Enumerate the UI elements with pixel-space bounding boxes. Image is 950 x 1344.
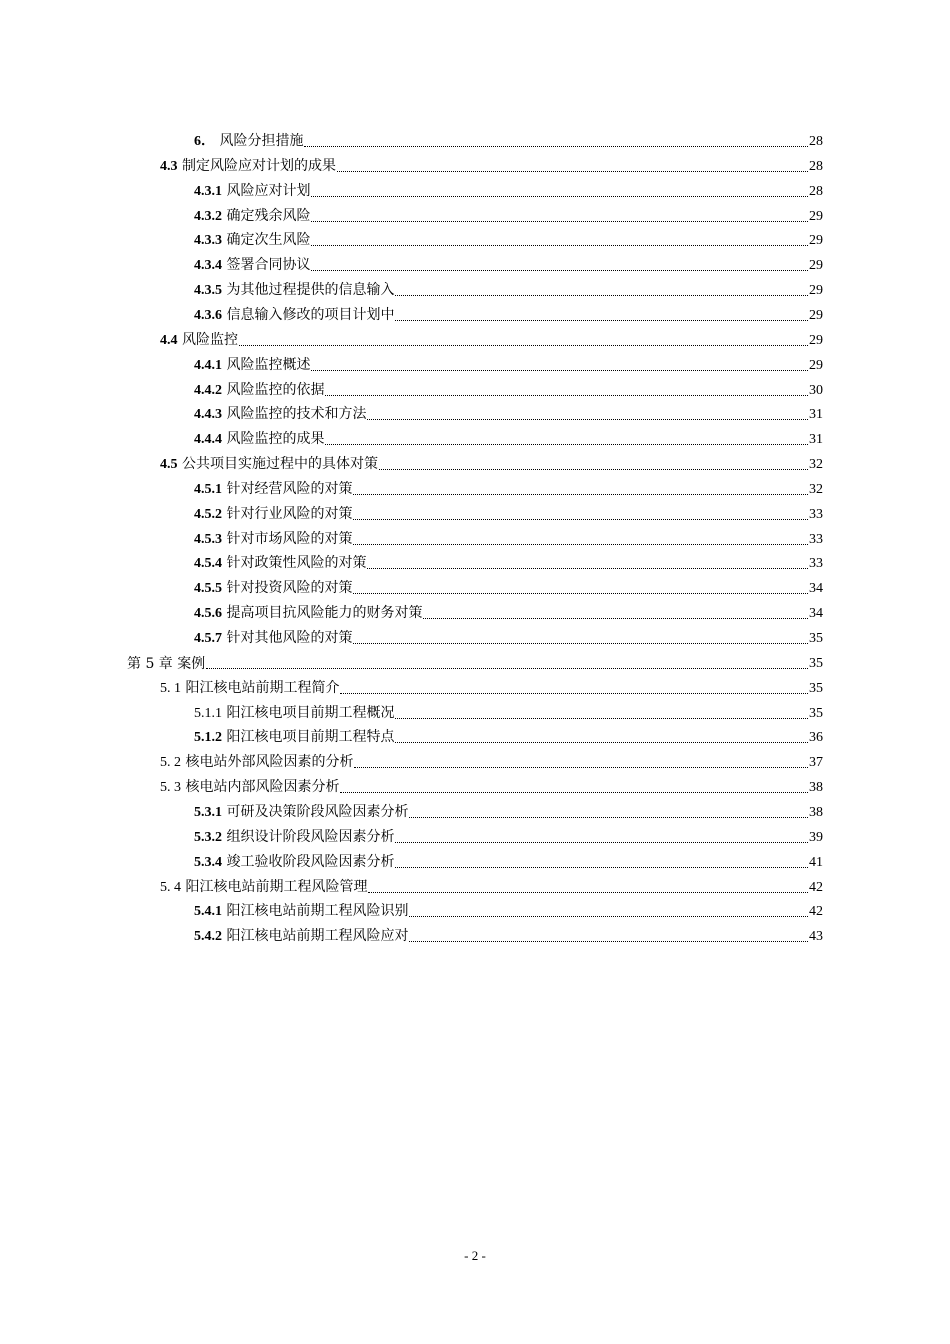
toc-dot-leader <box>239 344 808 346</box>
toc-entry-title: 竣工验收阶段风险因素分析 <box>226 853 395 870</box>
toc-entry[interactable] <box>160 153 823 175</box>
toc-dot-leader <box>304 145 808 147</box>
toc-entry-page: 41 <box>809 854 823 870</box>
toc-entry-label <box>194 829 394 846</box>
toc-entry[interactable] <box>194 849 823 871</box>
toc-entry-title: 风险监控的成果 <box>226 431 325 448</box>
toc-entry[interactable] <box>160 327 823 349</box>
toc-entry-number: 4.3.6 <box>194 307 222 323</box>
toc-entry-label <box>160 754 353 771</box>
toc-entry-page: 35 <box>809 680 823 696</box>
toc-entry-title: 组织设计阶段风险因素分析 <box>226 828 395 845</box>
toc-entry[interactable] <box>194 600 823 622</box>
page-number-footer: - 2 - <box>464 1248 486 1263</box>
toc-entry-number: 4.4.2 <box>194 382 222 398</box>
toc-entry-number: 4.5.7 <box>194 631 222 646</box>
toc-entry-title: 针对行业风险的对策 <box>226 505 353 522</box>
toc-entry-number: 4.5.1 <box>194 481 222 497</box>
toc-entry[interactable] <box>194 476 823 498</box>
toc-entry-number: 5.4.2 <box>194 929 222 945</box>
toc-entry[interactable] <box>160 874 823 896</box>
toc-entry-label <box>194 382 324 399</box>
toc-entry-title: 针对市场风险的对策 <box>226 530 353 547</box>
toc-entry-page: 32 <box>809 481 823 497</box>
toc-entry-label <box>194 307 394 324</box>
toc-entry-title: 核电站内部风险因素分析 <box>185 779 340 796</box>
toc-entry-label <box>194 481 352 498</box>
toc-entry-title: 风险监控的依据 <box>226 381 325 398</box>
toc-dot-leader <box>395 741 808 743</box>
toc-entry-title: 风险监控 <box>181 331 238 348</box>
toc-dot-leader <box>409 940 808 942</box>
toc-entry-page: 37 <box>809 755 823 771</box>
toc-entry-page: 33 <box>809 506 823 522</box>
toc-entry-label <box>160 680 339 697</box>
toc-entry-label <box>194 406 366 423</box>
toc-entry-label <box>194 605 422 622</box>
toc-entry-label <box>160 332 238 349</box>
toc-entry-page: 28 <box>809 158 823 174</box>
toc-entry-number: 5.1.1 <box>194 705 222 721</box>
toc-entry-page: 29 <box>809 332 823 348</box>
toc-entry-title: 提高项目抗风险能力的财务对策 <box>226 605 423 622</box>
toc-entry-title: 第 5 章 案例 <box>127 655 206 672</box>
toc-entry-label <box>194 854 394 871</box>
toc-entry-label <box>194 208 310 225</box>
toc-dot-leader <box>311 195 808 197</box>
toc-entry-page: 33 <box>809 556 823 572</box>
toc-entry-label <box>194 903 408 920</box>
toc-dot-leader <box>367 567 808 569</box>
toc-dot-leader <box>353 493 808 495</box>
toc-entry-title: 风险监控概述 <box>226 356 311 373</box>
toc-entry[interactable] <box>160 774 823 796</box>
toc-entry[interactable] <box>194 227 823 249</box>
toc-entry-number: 4.5.2 <box>194 506 222 522</box>
toc-dot-leader <box>353 642 808 644</box>
toc-entry-title: 确定残余风险 <box>226 207 311 224</box>
toc-entry-label <box>160 779 339 796</box>
toc-entry-label <box>194 630 352 647</box>
toc-entry-label <box>160 879 367 896</box>
toc-entry-page: 35 <box>809 631 823 646</box>
toc-entry-label <box>194 506 352 523</box>
toc-entry-number: 5. 1 <box>160 680 181 696</box>
toc-entry[interactable] <box>194 526 823 548</box>
toc-entry-page: 38 <box>809 780 823 796</box>
toc-entry[interactable] <box>194 128 823 150</box>
toc-dot-leader <box>409 816 808 818</box>
toc-entry-page: 29 <box>809 233 823 249</box>
toc-dot-leader <box>325 394 808 396</box>
toc-entry-number: 6． <box>194 134 215 149</box>
toc-entry-number: 4.5.6 <box>194 606 222 622</box>
toc-entry-page: 32 <box>809 457 823 473</box>
toc-entry-title: 信息输入修改的项目计划中 <box>226 306 395 323</box>
toc-entry[interactable] <box>194 352 823 374</box>
toc-dot-leader <box>340 692 808 694</box>
toc-entry-number: 5.3.4 <box>194 854 222 870</box>
toc-dot-leader <box>337 170 808 172</box>
toc-entry-title: 针对其他风险的对策 <box>226 630 353 646</box>
toc-entry-title: 公共项目实施过程中的具体对策 <box>181 456 378 473</box>
toc-entry-title: 可研及决策阶段风险因素分析 <box>226 803 409 820</box>
toc-dot-leader <box>379 468 808 470</box>
toc-entry-number: 4.3.4 <box>194 258 222 274</box>
toc-entry-number: 4.4.4 <box>194 432 222 448</box>
toc-dot-leader <box>311 369 808 371</box>
toc-dot-leader <box>311 220 808 222</box>
toc-entry[interactable] <box>194 377 823 399</box>
toc-entry-label <box>194 282 394 299</box>
toc-entry-page: 43 <box>809 929 823 945</box>
toc-entry-title: 核电站外部风险因素的分析 <box>185 754 354 771</box>
toc-entry-number: 5.4.1 <box>194 904 222 920</box>
toc-entry-title: 针对政策性风险的对策 <box>226 555 367 572</box>
toc-entry-title: 针对经营风险的对策 <box>226 480 353 497</box>
toc-entry-label <box>194 183 310 200</box>
toc-entry-page: 34 <box>809 606 823 622</box>
toc-dot-leader <box>353 592 808 594</box>
toc-entry-label <box>160 456 378 473</box>
toc-entry-title: 为其他过程提供的信息输入 <box>226 282 395 299</box>
toc-entry[interactable] <box>194 724 823 746</box>
toc-entry-label <box>194 232 310 249</box>
toc-entry-number: 4.3.1 <box>194 183 222 199</box>
toc-entry-page: 35 <box>809 705 823 721</box>
toc-entry-page: 29 <box>809 258 823 274</box>
toc-entry-page: 42 <box>809 904 823 920</box>
toc-entry-label <box>194 431 324 448</box>
toc-dot-leader <box>409 915 808 917</box>
toc-entry-number: 4.3.2 <box>194 208 222 224</box>
toc-entry-page: 36 <box>809 730 823 746</box>
toc-entry-number: 4.5.4 <box>194 556 222 572</box>
toc-entry-title: 风险分担措施 <box>219 133 304 149</box>
toc-entry-label <box>194 804 408 821</box>
toc-entry-label <box>194 555 366 572</box>
toc-entry-label <box>194 705 394 722</box>
toc-entry-number: 4.3.5 <box>194 283 222 299</box>
toc-entry-title: 风险监控的技术和方法 <box>226 406 367 423</box>
toc-entry-title: 确定次生风险 <box>226 232 311 249</box>
toc-entry[interactable] <box>194 302 823 324</box>
toc-entry-number: 4.5 <box>160 457 178 473</box>
toc-entry[interactable] <box>194 550 823 572</box>
toc-entry-number: 5.3.2 <box>194 829 222 845</box>
toc-entry-page: 39 <box>809 829 823 845</box>
toc-entry-number: 4.5.3 <box>194 531 222 547</box>
toc-entry-page: 28 <box>809 183 823 199</box>
toc-entry-page: 31 <box>809 407 823 423</box>
toc-entry-number: 5. 3 <box>160 780 181 796</box>
toc-entry[interactable] <box>160 675 823 697</box>
toc-dot-leader <box>340 791 808 793</box>
toc-entry-label <box>194 133 303 150</box>
toc-dot-leader <box>353 543 808 545</box>
toc-entry[interactable] <box>194 575 823 597</box>
toc-dot-leader <box>395 866 808 868</box>
toc-dot-leader <box>367 418 808 420</box>
toc-entry-number: 5.1.2 <box>194 730 222 746</box>
toc-entry-title: 签署合同协议 <box>226 257 311 274</box>
toc-dot-leader <box>423 617 808 619</box>
toc-entry[interactable] <box>194 426 823 448</box>
toc-entry-number: 4.3.3 <box>194 233 222 249</box>
toc-dot-leader <box>395 841 808 843</box>
toc-entry-label <box>127 656 205 672</box>
toc-entry-title: 阳江核电站前期工程简介 <box>185 679 340 696</box>
toc-entry[interactable] <box>194 178 823 200</box>
toc-entry-label <box>194 928 408 945</box>
toc-entry[interactable] <box>194 700 823 722</box>
toc-dot-leader <box>325 443 808 445</box>
toc-entry-title: 制定风险应对计划的成果 <box>181 157 336 174</box>
toc-entry[interactable] <box>194 625 823 647</box>
toc-entry-title: 风险应对计划 <box>226 182 311 199</box>
toc-entry[interactable] <box>127 650 823 672</box>
toc-entry-number: 5.3.1 <box>194 804 222 820</box>
toc-entry-title: 阳江核电站前期工程风险识别 <box>226 903 409 920</box>
toc-entry-page: 35 <box>809 655 823 671</box>
toc-entry[interactable] <box>160 451 823 473</box>
toc-entry-label <box>160 158 336 175</box>
toc-entry-label <box>194 580 352 597</box>
toc-dot-leader <box>395 294 808 296</box>
toc-entry[interactable] <box>194 203 823 225</box>
toc-entry-number: 5. 4 <box>160 879 181 895</box>
toc-entry-label <box>194 257 310 274</box>
toc-entry-number: 4.4.3 <box>194 407 222 423</box>
toc-entry[interactable] <box>194 277 823 299</box>
toc-dot-leader <box>395 319 808 321</box>
toc-entry-page: 29 <box>809 357 823 373</box>
toc-entry-title: 阳江核电站前期工程风险应对 <box>226 928 409 945</box>
toc-entry-page: 29 <box>809 307 823 323</box>
toc-entry[interactable] <box>194 898 823 920</box>
toc-entry-title: 针对投资风险的对策 <box>226 580 353 597</box>
toc-entry-page: 31 <box>809 432 823 448</box>
toc-entry-title: 阳江核电站前期工程风险管理 <box>185 878 368 895</box>
toc-dot-leader <box>368 891 808 893</box>
toc-entry-number: 5. 2 <box>160 755 181 771</box>
toc-entry-page: 30 <box>809 382 823 398</box>
toc-dot-leader <box>311 269 808 271</box>
toc-dot-leader <box>353 518 808 520</box>
toc-entry[interactable] <box>160 749 823 771</box>
toc-entry-number: 4.4.1 <box>194 357 222 373</box>
toc-entry-label <box>194 531 352 548</box>
toc-entry-page: 29 <box>809 283 823 299</box>
toc-entry-number: 4.3 <box>160 158 178 174</box>
toc-entry-page: 34 <box>809 581 823 597</box>
toc-entry-title: 阳江核电项目前期工程特点 <box>226 729 395 746</box>
toc-dot-leader <box>354 766 808 768</box>
toc-dot-leader <box>311 244 808 246</box>
toc-entry[interactable] <box>194 252 823 274</box>
toc-entry-page: 33 <box>809 531 823 547</box>
toc-entry[interactable] <box>194 501 823 523</box>
toc-entry[interactable] <box>194 923 823 945</box>
toc-entry-label <box>194 357 310 374</box>
toc-entry-number: 4.5.5 <box>194 581 222 597</box>
toc-entry-title: 阳江核电项目前期工程概况 <box>226 704 395 721</box>
toc-entry-page: 38 <box>809 804 823 820</box>
toc-entry-number: 4.4 <box>160 332 178 348</box>
toc-entry-page: 29 <box>809 208 823 224</box>
toc-entry[interactable] <box>194 799 823 821</box>
toc-entry[interactable] <box>194 824 823 846</box>
toc-entry-page: 42 <box>809 879 823 895</box>
toc-entry[interactable] <box>194 401 823 423</box>
toc-entry-label <box>194 729 394 746</box>
toc-dot-leader <box>206 667 808 669</box>
toc-dot-leader <box>395 717 808 719</box>
toc-entry-page: 28 <box>809 134 823 149</box>
